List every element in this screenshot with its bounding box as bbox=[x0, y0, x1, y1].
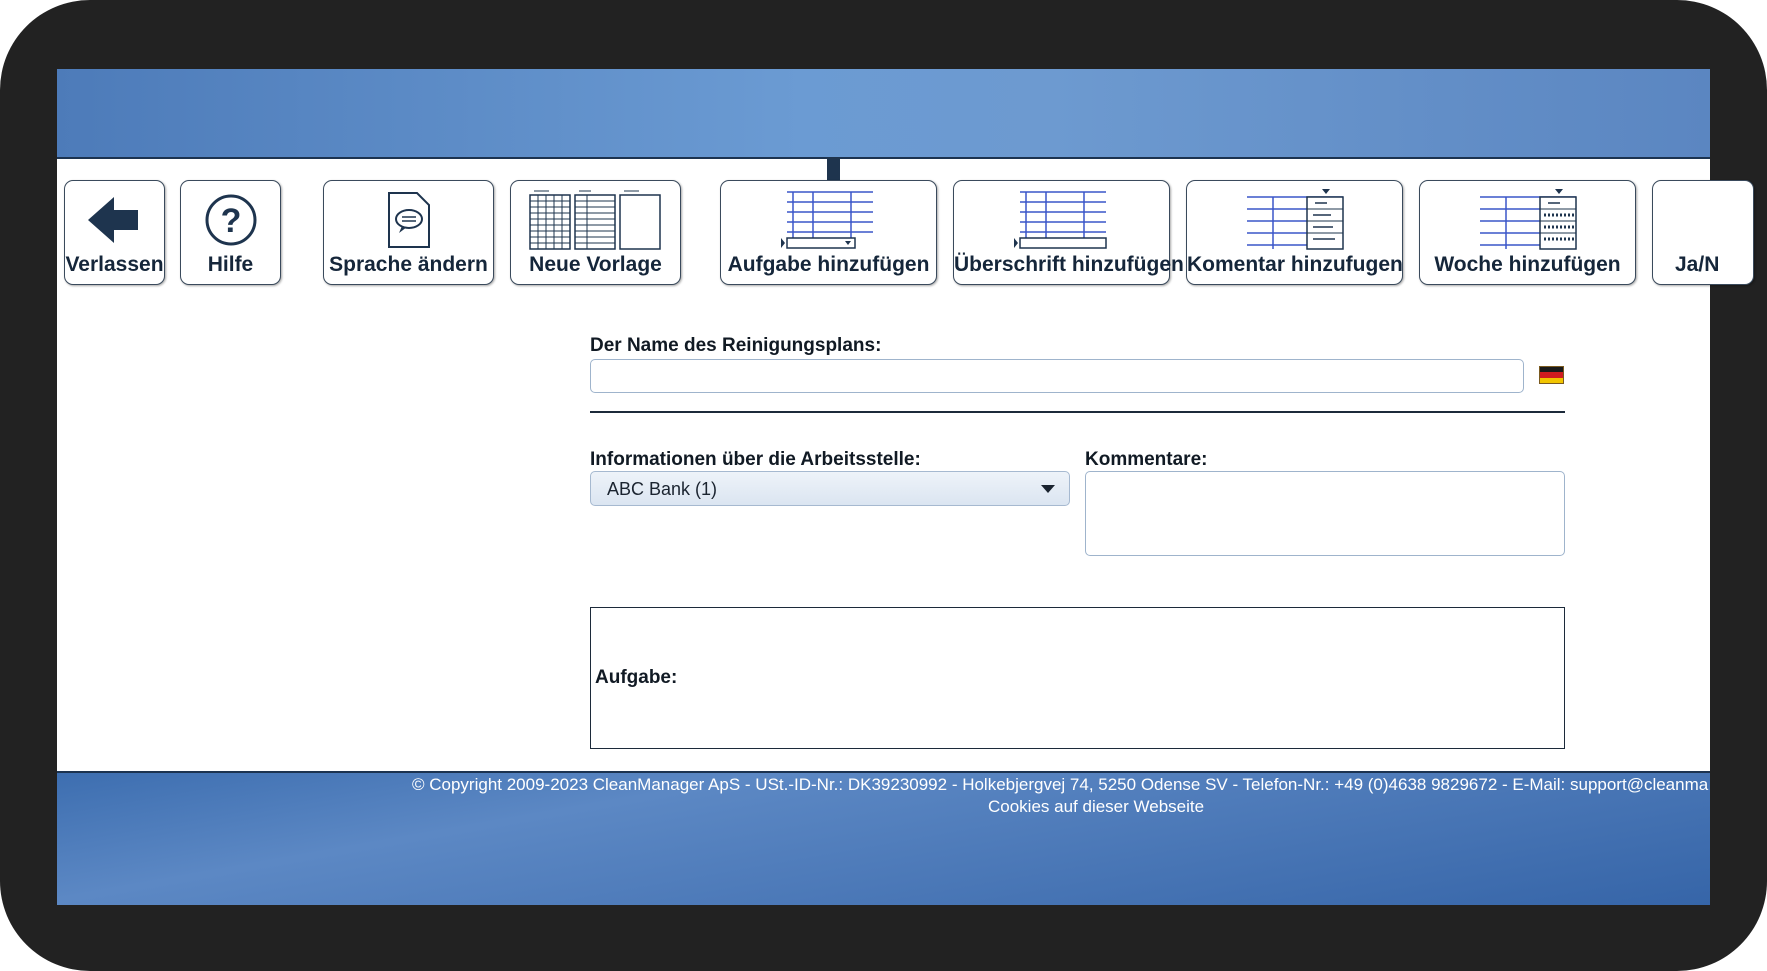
help-button[interactable] bbox=[180, 180, 281, 285]
template-grid-icon bbox=[529, 189, 663, 251]
add-comment-button[interactable] bbox=[1186, 180, 1403, 285]
workplace-select[interactable] bbox=[590, 471, 1070, 506]
help-button-label: Hilfe bbox=[207, 253, 254, 276]
task-label: Aufgabe: bbox=[595, 667, 678, 688]
comment-table-icon bbox=[1245, 189, 1345, 251]
change-language-button[interactable] bbox=[323, 180, 494, 285]
add-week-button-label: Woche hinzufügen bbox=[1434, 253, 1621, 276]
week-table-icon bbox=[1478, 189, 1578, 251]
app-screen bbox=[57, 69, 1720, 903]
add-heading-button[interactable] bbox=[953, 180, 1184, 285]
add-task-button-label: Aufgabe hinzufügen bbox=[727, 253, 930, 276]
copyright-text: © Copyright 2009-2023 CleanManager ApS - USt.-ID-Nr.: DK39230992 - Holkebjergvej 74, 5250 Odense SV - Telefon-Nr.: +49 (0)4638 9829672 - E-Mail: support@cleanma bbox=[412, 775, 1709, 794]
cookies-link[interactable]: Cookies auf dieser Webseite bbox=[988, 797, 1205, 816]
task-panel bbox=[590, 607, 1565, 749]
arrow-left-icon bbox=[88, 195, 142, 245]
comments-label: Kommentare: bbox=[1085, 449, 1208, 470]
header-banner bbox=[57, 69, 1710, 159]
add-comment-button-label: Komentar hinzufugen bbox=[1187, 253, 1403, 276]
new-template-button-label: Neue Vorlage bbox=[529, 253, 662, 276]
workplace-label: Informationen über die Arbeitsstelle: bbox=[590, 449, 921, 470]
chevron-down-icon bbox=[1041, 485, 1055, 494]
add-heading-button-label: Überschrift hinzufügen bbox=[954, 253, 1184, 276]
footer bbox=[57, 771, 1710, 905]
yes-no-button-label: Ja/N bbox=[1675, 253, 1720, 276]
exit-button-label: Verlassen bbox=[65, 253, 164, 276]
add-task-button[interactable] bbox=[720, 180, 937, 285]
question-mark-icon bbox=[204, 193, 258, 247]
yes-no-button[interactable] bbox=[1652, 180, 1754, 285]
plan-name-label: Der Name des Reinigungsplans: bbox=[590, 335, 882, 356]
german-flag-icon[interactable] bbox=[1539, 366, 1564, 384]
comments-textarea[interactable] bbox=[1085, 471, 1565, 556]
plan-name-input[interactable] bbox=[590, 359, 1524, 393]
new-template-button[interactable] bbox=[510, 180, 681, 285]
svg-text:?: ? bbox=[220, 202, 241, 240]
yes-no-icon bbox=[1653, 187, 1753, 253]
workplace-selected-value: ABC Bank (1) bbox=[607, 479, 718, 499]
speech-bubble-icon bbox=[387, 191, 431, 249]
exit-button[interactable] bbox=[64, 180, 165, 285]
task-table-icon bbox=[781, 190, 877, 250]
section-divider bbox=[590, 411, 1565, 413]
change-language-button-label: Sprache ändern bbox=[329, 253, 488, 276]
add-week-button[interactable] bbox=[1419, 180, 1636, 285]
heading-table-icon bbox=[1014, 190, 1110, 250]
